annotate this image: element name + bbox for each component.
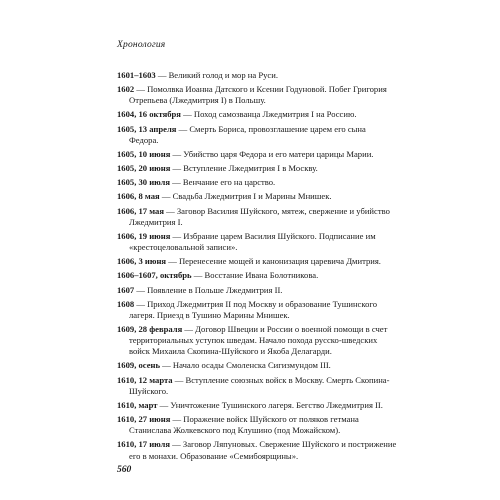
entry-text: — Венчание его на царство. bbox=[170, 177, 276, 188]
entry-date: 1605, 13 апреля bbox=[117, 123, 177, 134]
entry-date: 1604, 16 октября bbox=[117, 109, 181, 120]
entry-date: 1608 bbox=[117, 298, 135, 309]
chronology-entry bbox=[117, 206, 397, 228]
entry-date: 1610, 12 марта bbox=[117, 374, 173, 385]
chronology-entry bbox=[117, 375, 397, 397]
chronology-entry bbox=[117, 285, 397, 296]
entry-date: 1606, 17 мая bbox=[117, 205, 164, 216]
running-head: Хронология bbox=[117, 40, 166, 50]
chronology-entry bbox=[117, 231, 397, 253]
entry-date: 1602 bbox=[117, 84, 135, 95]
entry-date: 1606–1607, октябрь bbox=[117, 270, 192, 281]
entry-text: — Помолвка Иоанна Датского и Ксении Годуновой. Побег Григория Отрепьева (Лжедмитрия I) в Польшу. bbox=[129, 84, 387, 106]
entry-text: — Вступление Лжедмитрия I в Москву. bbox=[170, 163, 318, 174]
entry-date: 1601–1603 bbox=[117, 70, 156, 80]
entry-date: 1606, 19 июня bbox=[117, 230, 171, 241]
chronology-entry bbox=[117, 191, 397, 202]
entry-date: 1605, 30 июля bbox=[117, 177, 171, 188]
entry-date: 1609, 28 февраля bbox=[117, 323, 183, 334]
entry-date: 1606, 3 июня bbox=[117, 256, 167, 267]
entry-text: — Вступление союзных войск в Москву. Смерть Скопина-Шуйского. bbox=[129, 374, 390, 396]
chronology-entry bbox=[117, 414, 397, 436]
entry-text: — Великий голод и мор на Руси. bbox=[155, 70, 278, 80]
chronology-entry bbox=[117, 270, 397, 281]
entry-text: — Избрание царем Василия Шуйского. Подписание им «крестоцеловальной записи». bbox=[129, 230, 376, 253]
chronology-entry bbox=[117, 360, 397, 371]
entry-date: 1605, 10 июня bbox=[117, 148, 171, 159]
entry-text: — Заговор Василия Шуйского, мятеж, свержение и убийство Лжедмитрия I. bbox=[129, 205, 390, 227]
chronology-entry bbox=[117, 439, 397, 461]
chronology-entry bbox=[117, 149, 397, 160]
entry-text: — Поражение войск Шуйского от поляков гетмана Станислава Жолкевского под Клушино (под Можайском). bbox=[129, 414, 359, 436]
entry-text: — Смерть Бориса, провозглашение царем его сына Федора. bbox=[129, 123, 366, 145]
entry-date: 1605, 20 июня bbox=[117, 163, 171, 174]
chronology-entry bbox=[117, 256, 397, 267]
chronology-entry bbox=[117, 70, 397, 81]
entry-text: — Свадьба Лжедмитрия I и Марины Мнишек. bbox=[159, 191, 332, 202]
entry-text: — Убийство царя Федора и его матери царицы Марии. bbox=[170, 148, 374, 159]
chronology-entry bbox=[117, 109, 397, 120]
entry-date: 1609, осень bbox=[117, 360, 161, 371]
entry-date: 1610, 17 июля bbox=[117, 439, 171, 450]
entry-date: 1607 bbox=[117, 284, 135, 295]
entry-text: — Заговор Ляпуновых. Свержение Шуйского и пострижение его в монахи. Образование «Семибоярщины». bbox=[129, 439, 397, 461]
entry-text: — Приход Лжедмитрия II под Москву и образование Тушинского лагеря. Приезд в Тушино Марины Мнишек. bbox=[129, 298, 377, 320]
entry-text: — Начало осады Смоленска Сигизмундом III. bbox=[160, 360, 331, 371]
chronology-entry bbox=[117, 84, 397, 106]
page-number: 560 bbox=[117, 465, 132, 475]
chronology-entry bbox=[117, 324, 397, 357]
chronology-entry bbox=[117, 177, 397, 188]
chronology-entry bbox=[117, 124, 397, 146]
entry-text: — Договор Швеции и России о военной помощи в счет территориальных уступок шведам. Начало похода русско-шведских войск Михаила Скопина-Шуйского и Якоба Делагарди. bbox=[129, 323, 388, 357]
entry-date: 1610, 27 июня bbox=[117, 414, 171, 425]
entry-text: — Появление в Польше Лжедмитрия II. bbox=[134, 284, 283, 295]
entry-text: — Перенесение мощей и канонизация царевича Дмитрия. bbox=[166, 256, 381, 267]
entry-date: 1610, март bbox=[117, 399, 158, 410]
entry-text: — Поход самозванца Лжедмитрия I на Россию. bbox=[180, 109, 357, 120]
entry-date: 1606, 8 мая bbox=[117, 191, 160, 202]
entry-text: — Восстание Ивана Болотникова. bbox=[191, 270, 319, 281]
chronology-entry bbox=[117, 163, 397, 174]
chronology-entry bbox=[117, 400, 397, 411]
entry-text: — Уничтожение Тушинского лагеря. Бегство Лжедмитрия II. bbox=[157, 399, 383, 410]
chronology-list bbox=[117, 70, 397, 462]
chronology-entry bbox=[117, 299, 397, 321]
